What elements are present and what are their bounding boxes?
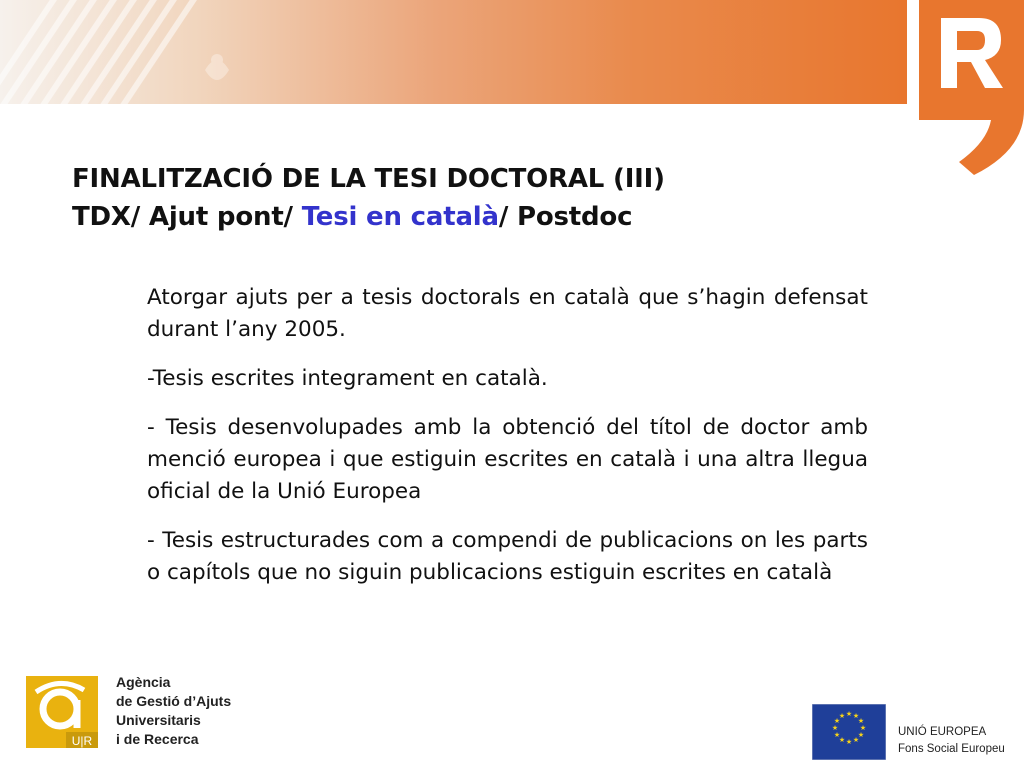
agaur-line: Agència [116,674,171,690]
slide-body [147,282,868,608]
title-line-2-suffix: / Postdoc [498,202,633,232]
svg-text:★: ★ [859,724,867,732]
body-paragraph: - Tesis desenvolupades amb la obtenció del títol de doctor amb menció europea i que estiguin escrites en català i una altra llegua oficial de la Unió Europea [147,415,868,504]
agaur-line: de Gestió d’Ajuts [116,693,232,709]
svg-text:★: ★ [838,736,846,744]
agaur-line: i de Recerca [116,731,199,747]
svg-text:★: ★ [833,717,841,725]
agaur-logo-label: U|R [71,734,93,748]
svg-text:★: ★ [845,738,853,746]
eu-line: Fons Social Europeu [898,743,1005,755]
title-highlight: Tesi en català [301,202,499,232]
eu-line: UNIÓ EUROPEA [898,726,987,738]
body-paragraph: - Tesis estructurades com a compendi de publicacions on les parts o capítols que no siguin publicacions estiguin escrites en català [147,528,868,585]
svg-text:★: ★ [833,731,841,739]
svg-text:★: ★ [857,717,865,725]
r-logo-icon [919,0,1024,175]
agaur-line: Universitaris [116,712,201,728]
svg-text:★: ★ [852,736,860,744]
svg-text:★: ★ [838,712,846,720]
svg-text:★: ★ [845,710,853,718]
svg-text:★: ★ [852,712,860,720]
banner-divider [907,0,919,104]
title-line-2 [72,198,665,236]
body-paragraph: Atorgar ajuts per a tesis doctorals en català que s’hagin defensat durant l’any 2005. [147,285,868,342]
svg-text:★: ★ [831,724,839,732]
title-line-2-prefix: TDX/ Ajut pont/ [72,202,302,232]
body-paragraph: -Tesis escrites integrament en català. [147,366,548,391]
svg-text:★: ★ [857,731,865,739]
slide-title [72,160,665,236]
decorative-pattern [0,0,300,104]
eu-flag-icon [812,704,886,760]
agaur-name [116,673,231,749]
title-line-1: FINALITZACIÓ DE LA TESI DOCTORAL (III) [72,164,665,194]
eu-label [898,724,1005,758]
agaur-logo-icon [26,676,98,748]
header-banner [0,0,907,104]
